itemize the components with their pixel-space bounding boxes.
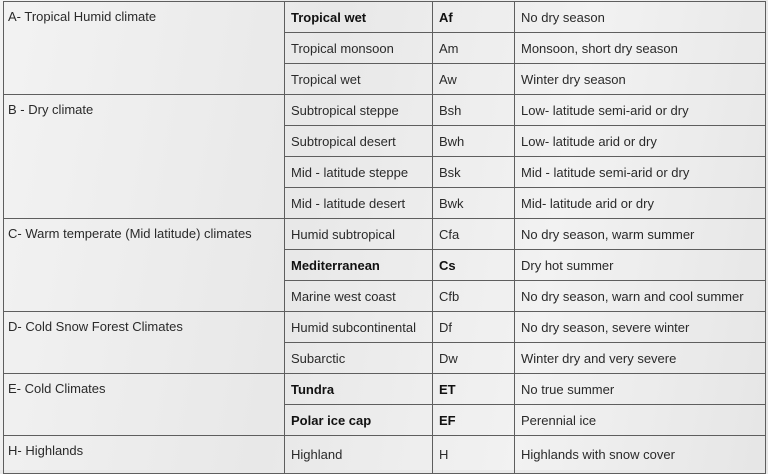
climate-type-cell: Highland — [285, 436, 433, 474]
table-body — [4, 2, 766, 474]
climate-group-cell: B - Dry climate — [4, 95, 285, 219]
climate-group-cell: D- Cold Snow Forest Climates — [4, 312, 285, 374]
climate-group-cell: A- Tropical Humid climate — [4, 2, 285, 95]
table-row — [4, 2, 766, 33]
climate-description-cell: Monsoon, short dry season — [515, 33, 766, 64]
climate-group-cell: H- Highlands — [4, 436, 285, 474]
climate-group-cell: E- Cold Climates — [4, 374, 285, 436]
climate-description-cell: Low- latitude semi-arid or dry — [515, 95, 766, 126]
climate-type-cell: Tundra — [285, 374, 433, 405]
table-row — [4, 95, 766, 126]
climate-type-cell: Humid subcontinental — [285, 312, 433, 343]
climate-group-cell: C- Warm temperate (Mid latitude) climates — [4, 219, 285, 312]
climate-code-cell: Cfa — [433, 219, 515, 250]
climate-description-cell: Highlands with snow cover — [515, 436, 766, 474]
climate-code-cell: Dw — [433, 343, 515, 374]
climate-code-cell: Cs — [433, 250, 515, 281]
climate-type-cell: Tropical wet — [285, 2, 433, 33]
climate-description-cell: Mid - latitude semi-arid or dry — [515, 157, 766, 188]
climate-code-cell: H — [433, 436, 515, 474]
climate-type-cell: Mid - latitude steppe — [285, 157, 433, 188]
climate-code-cell: ET — [433, 374, 515, 405]
table-row — [4, 219, 766, 250]
climate-description-cell: Winter dry season — [515, 64, 766, 95]
climate-description-cell: No dry season — [515, 2, 766, 33]
climate-description-cell: Low- latitude arid or dry — [515, 126, 766, 157]
climate-description-cell: No dry season, warn and cool summer — [515, 281, 766, 312]
climate-code-cell: EF — [433, 405, 515, 436]
climate-description-cell: Perennial ice — [515, 405, 766, 436]
climate-type-cell: Subtropical desert — [285, 126, 433, 157]
climate-code-cell: Bwh — [433, 126, 515, 157]
climate-description-cell: No dry season, warm summer — [515, 219, 766, 250]
climate-description-cell: No dry season, severe winter — [515, 312, 766, 343]
climate-code-cell: Bwk — [433, 188, 515, 219]
table-row — [4, 374, 766, 405]
climate-code-cell: Df — [433, 312, 515, 343]
climate-code-cell: Af — [433, 2, 515, 33]
climate-type-cell: Humid subtropical — [285, 219, 433, 250]
climate-type-cell: Mid - latitude desert — [285, 188, 433, 219]
climate-description-cell: No true summer — [515, 374, 766, 405]
climate-code-cell: Bsk — [433, 157, 515, 188]
climate-type-cell: Polar ice cap — [285, 405, 433, 436]
climate-classification-table — [3, 1, 766, 474]
climate-code-cell: Cfb — [433, 281, 515, 312]
table-row — [4, 312, 766, 343]
climate-type-cell: Tropical monsoon — [285, 33, 433, 64]
climate-description-cell: Mid- latitude arid or dry — [515, 188, 766, 219]
climate-code-cell: Aw — [433, 64, 515, 95]
climate-description-cell: Winter dry and very severe — [515, 343, 766, 374]
climate-type-cell: Subtropical steppe — [285, 95, 433, 126]
climate-type-cell: Subarctic — [285, 343, 433, 374]
climate-type-cell: Mediterranean — [285, 250, 433, 281]
climate-type-cell: Marine west coast — [285, 281, 433, 312]
climate-code-cell: Bsh — [433, 95, 515, 126]
table-row — [4, 436, 766, 474]
climate-description-cell: Dry hot summer — [515, 250, 766, 281]
climate-code-cell: Am — [433, 33, 515, 64]
climate-type-cell: Tropical wet — [285, 64, 433, 95]
